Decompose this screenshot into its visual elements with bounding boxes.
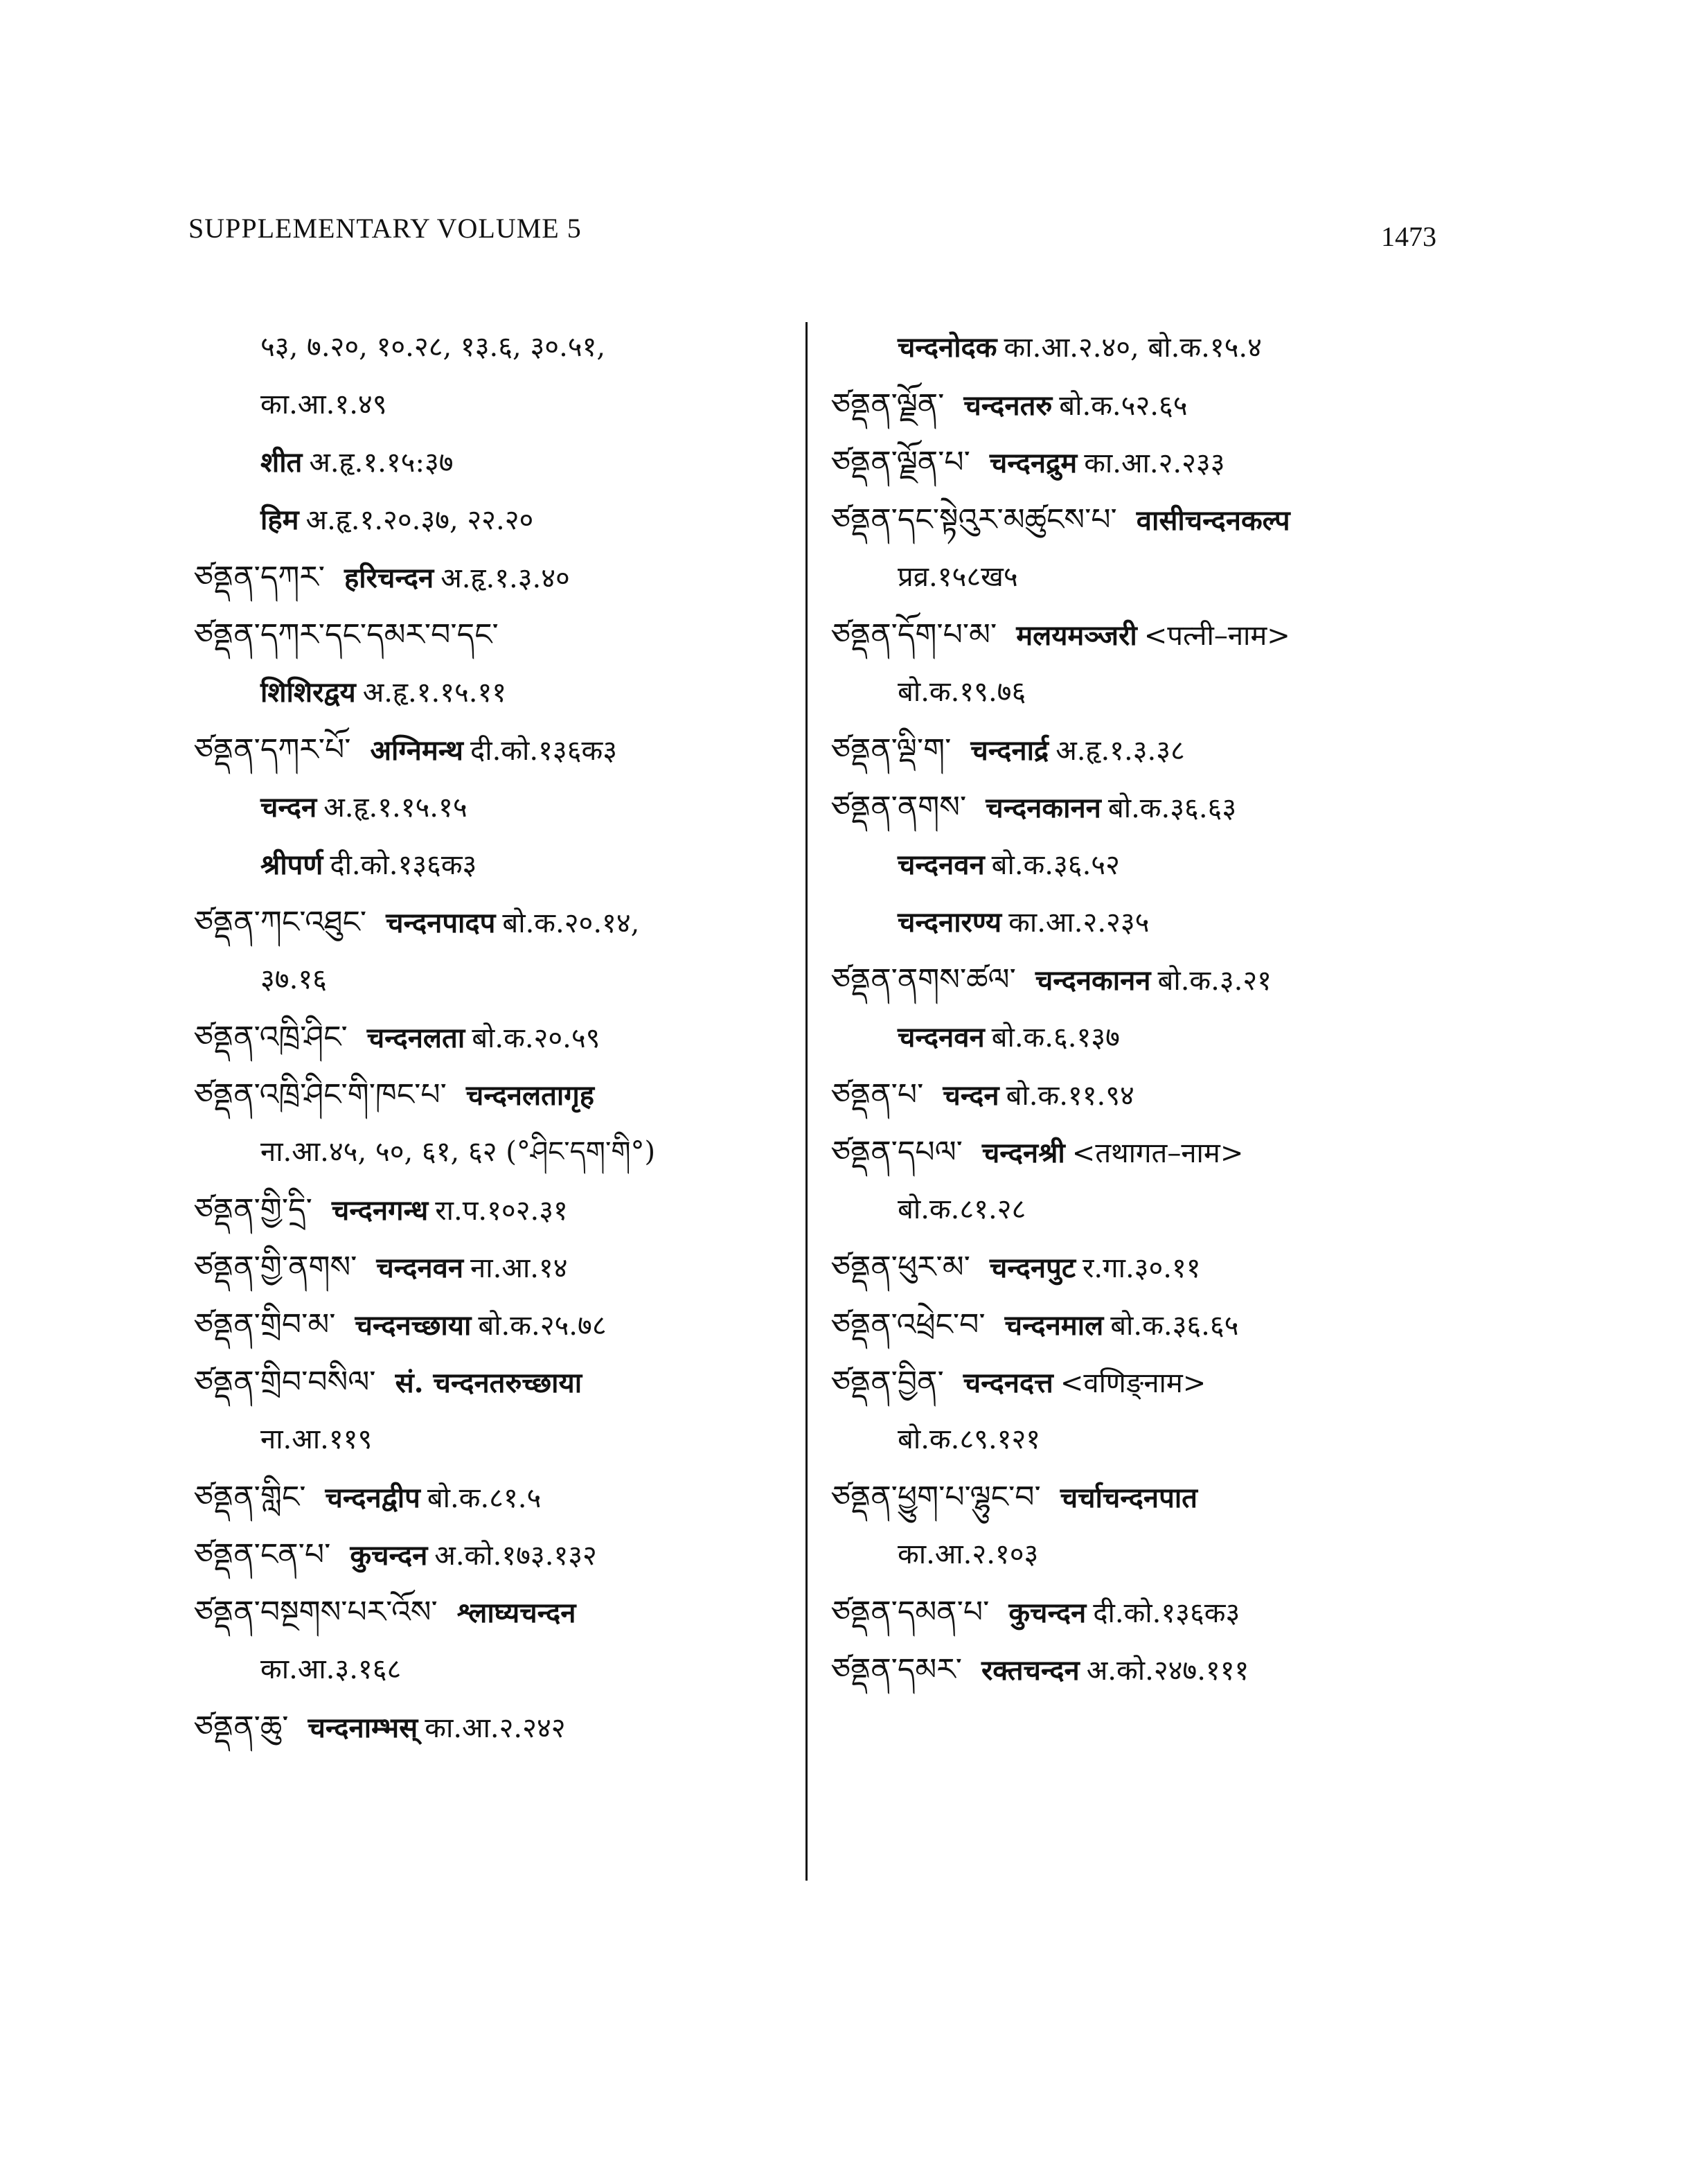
tibetan-headword: ཙནྡན་ཕྱུག་པ་ལྷུང་བ་ (831, 1480, 1041, 1515)
dictionary-line (194, 1239, 790, 1296)
tibetan-headword: ཙནྡན་ཆུ་ (194, 1710, 289, 1745)
source-reference: प्रव्र.१५८ख५ (898, 561, 1018, 593)
tibetan-headword: ཙནྡན་དཀར་ (194, 560, 326, 595)
dictionary-line (831, 1124, 1454, 1181)
sanskrit-equivalent: शीत (260, 446, 303, 479)
tibetan-headword: ཙནྡན་དོག་པ་མ་ (831, 617, 997, 652)
source-reference: बो.क.११.९४ (1006, 1080, 1134, 1112)
sanskrit-equivalent: चन्दनारण्य (898, 906, 1002, 939)
source-reference: दी.को.१३६क३ (470, 735, 618, 767)
dictionary-line (194, 894, 790, 951)
dictionary-line (194, 1066, 790, 1124)
tibetan-headword: ཙནྡན་གྱི་དྲི་ (194, 1192, 312, 1227)
sanskrit-equivalent: चन्दनवन (376, 1252, 464, 1284)
source-reference: अ.को.१७३.१३२ (434, 1540, 597, 1572)
dictionary-line (831, 1641, 1454, 1698)
sanskrit-equivalent: चन्दनपुट (989, 1252, 1076, 1284)
source-reference: ना.आ.१४ (470, 1252, 568, 1284)
tibetan-headword: ཙནྡན་བསྔགས་པར་འོས་ (194, 1595, 438, 1630)
dictionary-line (194, 664, 790, 721)
source-reference: रा.प.१०२.३१ (435, 1195, 568, 1227)
sanskrit-equivalent: चन्दनदत्त (963, 1367, 1053, 1399)
dictionary-line (194, 1526, 790, 1583)
sanskrit-equivalent: चन्दन (943, 1079, 999, 1112)
dictionary-line (831, 894, 1454, 951)
tibetan-headword: ཙནྡན་དཔལ་ (831, 1135, 963, 1170)
source-reference: का.आ.२.४०, बो.क.१५.४ (1004, 332, 1262, 364)
tibetan-headword: ཙནྡན་གྱི་ནགས་ (194, 1250, 357, 1285)
source-reference: अ.हृ.१.१५:३७ (309, 447, 454, 479)
sanskrit-equivalent: चन्दनवन (898, 849, 985, 881)
source-reference: ना.आ.४५, ५०, ६१, ६२ (°ཤིང་དག་གི°) (260, 1136, 656, 1168)
sanskrit-equivalent: चन्दनलतागृह (465, 1079, 595, 1112)
sanskrit-equivalent: चन्दनपादप (386, 907, 496, 939)
tibetan-headword: ཙནྡན་ནགས་ཚལ་ (831, 962, 1016, 997)
dictionary-line (194, 1583, 790, 1641)
dictionary-line (831, 1411, 1454, 1468)
source-reference: ३७.१६ (260, 964, 327, 995)
source-reference: बो.क.३.२१ (1157, 965, 1272, 997)
dictionary-line (831, 1181, 1454, 1239)
tibetan-headword: ཙནྡན་འཁྲི་ཤིང་ (194, 1020, 348, 1055)
source-reference: बो.क.२०.५९ (472, 1022, 600, 1054)
sanskrit-equivalent: चन्दन (260, 791, 317, 824)
source-reference: का.आ.२.२३५ (1008, 907, 1150, 939)
sanskrit-equivalent: चन्दनलता (366, 1022, 465, 1054)
sanskrit-equivalent: वासीचन्दनकल्प (1136, 504, 1290, 537)
sanskrit-equivalent: चन्दनकानन (1035, 964, 1151, 997)
dictionary-line (831, 836, 1454, 894)
sanskrit-equivalent: चन्दनतरु (963, 389, 1053, 422)
tibetan-headword: ཙནྡན་ལྡི་ག་ (831, 732, 952, 767)
sanskrit-equivalent: चन्दनगन्ध (331, 1194, 429, 1227)
dictionary-line (831, 1468, 1454, 1526)
tibetan-headword: ཙནྡན་འཁྲི་ཤིང་གི་ཁང་པ་ (194, 1077, 447, 1112)
source-reference: का.आ.२.२४२ (425, 1712, 566, 1744)
source-reference: का.आ.३.१६८ (260, 1653, 402, 1685)
dictionary-line (194, 1124, 790, 1181)
page-number: 1473 (1381, 221, 1436, 252)
sanskrit-equivalent: चन्दनद्वीप (325, 1482, 420, 1514)
dictionary-line (194, 779, 790, 836)
dictionary-line (194, 434, 790, 491)
dictionary-line (831, 1009, 1454, 1066)
dictionary-line (831, 951, 1454, 1009)
tibetan-headword: ཙནྡན་བྱིན་ (831, 1365, 944, 1400)
sanskrit-equivalent: श्लाघ्यचन्दन (456, 1597, 576, 1629)
source-reference: <पत्नी–नाम> (1143, 620, 1290, 652)
source-reference: बो.क.३६.५२ (991, 849, 1120, 881)
source-reference: बो.क.८१.२८ (898, 1193, 1026, 1225)
sanskrit-equivalent: चन्दनश्री (981, 1137, 1065, 1169)
sanskrit-equivalent: चन्दनच्छाया (355, 1309, 472, 1342)
tibetan-headword: ཙནྡན་དམར་ (831, 1652, 962, 1687)
dictionary-line (194, 549, 790, 606)
source-reference: अ.हृ.१.१५.१५ (323, 792, 467, 824)
dictionary-line (194, 1698, 790, 1756)
source-reference: बो.क.८१.५ (427, 1482, 542, 1514)
sanskrit-equivalent: चर्चाचन्दनपात (1060, 1482, 1197, 1514)
tibetan-headword: ཙནྡན་ལྗོན་པ་ (831, 445, 970, 480)
dictionary-line (831, 549, 1454, 606)
sanskrit-equivalent: चन्दनाम्भस् (308, 1712, 418, 1744)
tibetan-headword: ཙནྡན་གྲིབ་བསིལ་ (194, 1365, 376, 1400)
source-reference: र.गा.३०.११ (1083, 1252, 1201, 1284)
source-reference: अ.हृ.१.१५.११ (362, 677, 507, 709)
source-reference: बो.क.३६.६३ (1107, 792, 1237, 824)
tibetan-headword: ཙནྡན་ཕུར་མ་ (831, 1250, 970, 1285)
sanskrit-equivalent: सं. चन्दनतरुच्छाया (395, 1367, 582, 1399)
source-reference: का.आ.२.१०३ (898, 1538, 1039, 1570)
sanskrit-equivalent: अग्निमन्थ (370, 734, 463, 767)
tibetan-headword: ཙནྡན་དཀར་དང་དམར་བ་དང་ (194, 617, 499, 652)
sanskrit-equivalent: चन्दनमाल (1004, 1309, 1104, 1342)
dictionary-line (194, 1411, 790, 1468)
sanskrit-equivalent: श्रीपर्ण (260, 849, 323, 881)
source-reference: <तथागत–नाम> (1071, 1137, 1244, 1169)
right-column (831, 319, 1454, 1698)
sanskrit-equivalent: कुचन्दन (350, 1539, 428, 1572)
dictionary-line (194, 951, 790, 1009)
dictionary-line (831, 664, 1454, 721)
source-reference: दी.को.१३६क३ (330, 849, 477, 881)
dictionary-line (194, 1181, 790, 1239)
sanskrit-equivalent: चन्दनवन (898, 1021, 985, 1054)
dictionary-line (831, 1296, 1454, 1353)
source-reference: अ.हृ.१.३.३८ (1056, 735, 1185, 767)
sanskrit-equivalent: कुचन्दन (1008, 1597, 1087, 1629)
dictionary-line (831, 1526, 1454, 1583)
sanskrit-equivalent: चन्दनकानन (986, 792, 1101, 824)
sanskrit-equivalent: हिम (260, 504, 299, 536)
dictionary-line (831, 491, 1454, 549)
dictionary-line (194, 1468, 790, 1526)
tibetan-headword: ཙནྡན་དཀར་པོ་ (194, 732, 351, 767)
dictionary-line (831, 721, 1454, 779)
dictionary-line (831, 376, 1454, 434)
sanskrit-equivalent: मलयमञ्जरी (1016, 619, 1137, 652)
source-reference: अ.हृ.१.२०.३७, २२.२० (305, 504, 534, 536)
dictionary-line (831, 1239, 1454, 1296)
dictionary-line (831, 1583, 1454, 1641)
source-reference: अ.को.२४७.१११ (1086, 1655, 1249, 1687)
source-reference: दी.को.१३६क३ (1093, 1597, 1240, 1629)
dictionary-line (194, 1641, 790, 1698)
dictionary-line (194, 1353, 790, 1411)
source-reference: का.आ.१.४९ (260, 389, 387, 420)
tibetan-headword: ཙནྡན་དམན་པ་ (831, 1595, 990, 1630)
sanskrit-equivalent: शिशिरद्वय (260, 676, 356, 709)
dictionary-line (194, 836, 790, 894)
source-reference: बो.क.१९.७६ (898, 676, 1026, 708)
dictionary-line (831, 434, 1454, 491)
sanskrit-equivalent: चन्दनद्रुम (989, 447, 1078, 479)
tibetan-headword: ཙནྡན་འཕྲེང་བ་ (831, 1307, 986, 1342)
dictionary-line (194, 1296, 790, 1353)
dictionary-line (194, 491, 790, 549)
tibetan-headword: ཙནྡན་གླིང་ (194, 1480, 306, 1515)
source-reference: बो.क.२५.७८ (478, 1310, 607, 1342)
source-reference: ना.आ.११९ (260, 1423, 373, 1455)
source-reference: <वणिङ्नाम> (1060, 1367, 1206, 1399)
tibetan-headword: ཙནྡན་དང་སྟེའུར་མཚུངས་པ་ (831, 502, 1117, 538)
dictionary-line (831, 606, 1454, 664)
sanskrit-equivalent: हरिचन्दन (344, 562, 434, 594)
dictionary-line (831, 319, 1454, 376)
tibetan-headword: ཙནྡན་ཀང་འཐུང་ (194, 905, 367, 940)
source-reference: का.आ.२.२३३ (1084, 447, 1225, 479)
running-head: SUPPLEMENTARY VOLUME 5 (188, 213, 582, 244)
dictionary-line (831, 1066, 1454, 1124)
dictionary-line (831, 1353, 1454, 1411)
dictionary-line (194, 606, 790, 664)
tibetan-headword: ཙནྡན་ནགས་ (831, 790, 967, 825)
dictionary-line (831, 779, 1454, 836)
source-reference: ५३, ७.२०, १०.२८, १३.६, ३०.५१, (260, 331, 606, 363)
sanskrit-equivalent: चन्दनोदक (898, 331, 997, 364)
sanskrit-equivalent: चन्दनार्द्र (970, 734, 1049, 767)
source-reference: बो.क.३६.६५ (1110, 1310, 1239, 1342)
source-reference: बो.क.६.१३७ (991, 1022, 1120, 1054)
dictionary-line (194, 1009, 790, 1066)
tibetan-headword: ཙནྡན་པ་ (831, 1077, 924, 1112)
tibetan-headword: ཙནྡན་གྲིབ་མ་ (194, 1307, 336, 1342)
sanskrit-equivalent: रक्तचन्दन (981, 1654, 1080, 1687)
source-reference: बो.क.८९.१२१ (898, 1423, 1041, 1455)
column-divider (805, 322, 808, 1881)
dictionary-line (194, 721, 790, 779)
source-reference: बो.क.५२.६५ (1059, 390, 1188, 422)
tibetan-headword: ཙནྡན་ངན་པ་ (194, 1537, 331, 1572)
dictionary-line (194, 376, 790, 434)
source-reference: बो.क.२०.१४, (502, 907, 640, 939)
source-reference: अ.हृ.१.३.४० (440, 562, 570, 594)
left-column (194, 319, 790, 1756)
tibetan-headword: ཙནྡན་ལྗོན་ (831, 387, 945, 423)
dictionary-line (194, 319, 790, 376)
